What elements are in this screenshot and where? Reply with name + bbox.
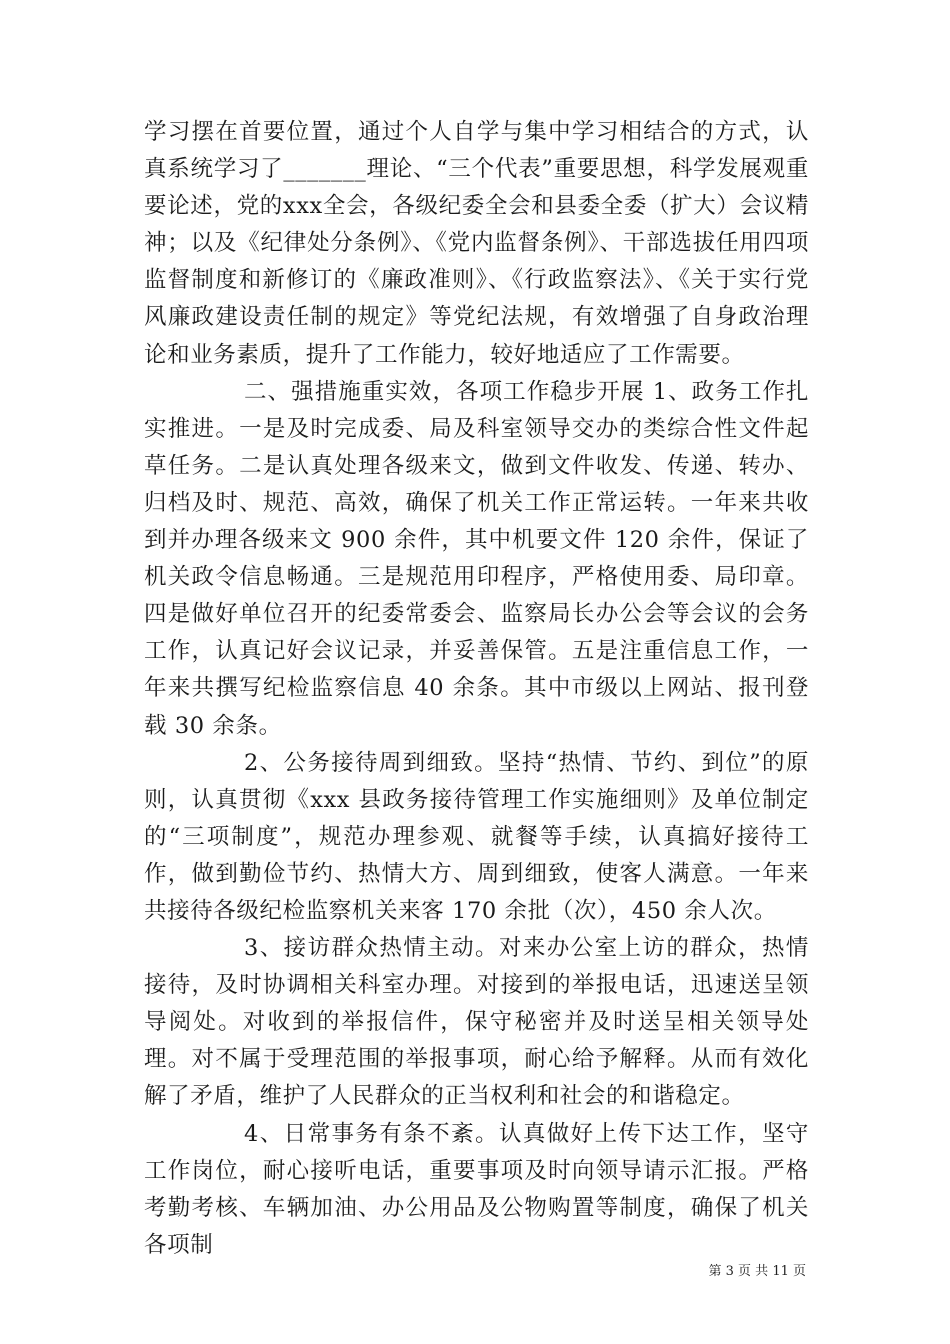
- paragraph-petitions: 3、接访群众热情主动。对来办公室上访的群众，热情接待，及时协调相关科室办理。对接到的举报电话，迅速送呈领导阅处。对收到的举报信件，保守秘密并及时送呈相关领导处理。对不属于受理范围的举报事项，耐心给予解释。从而有效化解了矛盾，维护了人民群众的正当权利和社会的和谐稳定。: [144, 935, 809, 1110]
- paragraph-measures: 二、强措施重实效，各项工作稳步开展 1、政务工作扎实推进。一是及时完成委、局及科室领导交办的类综合性文件起草任务。二是认真处理各级来文，做到文件收发、传递、转办、归档及时、规范、高效，确保了机关工作正常运转。一年来共收到并办理各级来文 900 余件，其中机要文件 120 余件，保证了机关政令信息畅通。三是规范用印程序，严格使用委、局印章。四是做好单位召开的纪委常委会、监察局长办公会等会议的会务工作，认真记好会议记录，并妥善保管。五是注重信息工作，一年来共撰写纪检监察信息 40 余条。其中市级以上网站、报刊登载 30 余条。: [144, 378, 809, 739]
- document-body: [144, 114, 809, 1264]
- paragraph-reception: 2、公务接待周到细致。坚持“热情、节约、到位”的原则，认真贯彻《xxx 县政务接待管理工作实施细则》及单位制定的“三项制度”，规范办理参观、就餐等手续，认真搞好接待工作，做到勤俭节约、热情大方、周到细致，使客人满意。一年来共接待各级纪检监察机关来客 170 余批（次），450 余人次。: [144, 749, 809, 924]
- paragraph-study: 学习摆在首要位置，通过个人自学与集中学习相结合的方式，认真系统学习了_______理论、“三个代表”重要思想，科学发展观重要论述，党的xxx全会，各级纪委全会和县委全委（扩大）会议精神；以及《纪律处分条例》、《党内监督条例》、干部选拔任用四项监督制度和新修订的《廉政准则》、《行政监察法》、《关于实行党风廉政建设责任制的规定》等党纪法规，有效增强了自身政治理论和业务素质，提升了工作能力，较好地适应了工作需要。: [144, 119, 809, 368]
- page-number: 第 3 页 共 11 页: [708, 1264, 806, 1279]
- paragraph-daily-affairs: 4、日常事务有条不紊。认真做好上传下达工作，坚守工作岗位，耐心接听电话，重要事项及时向领导请示汇报。严格考勤考核、车辆加油、办公用品及公物购置等制度，确保了机关各项制: [144, 1120, 809, 1258]
